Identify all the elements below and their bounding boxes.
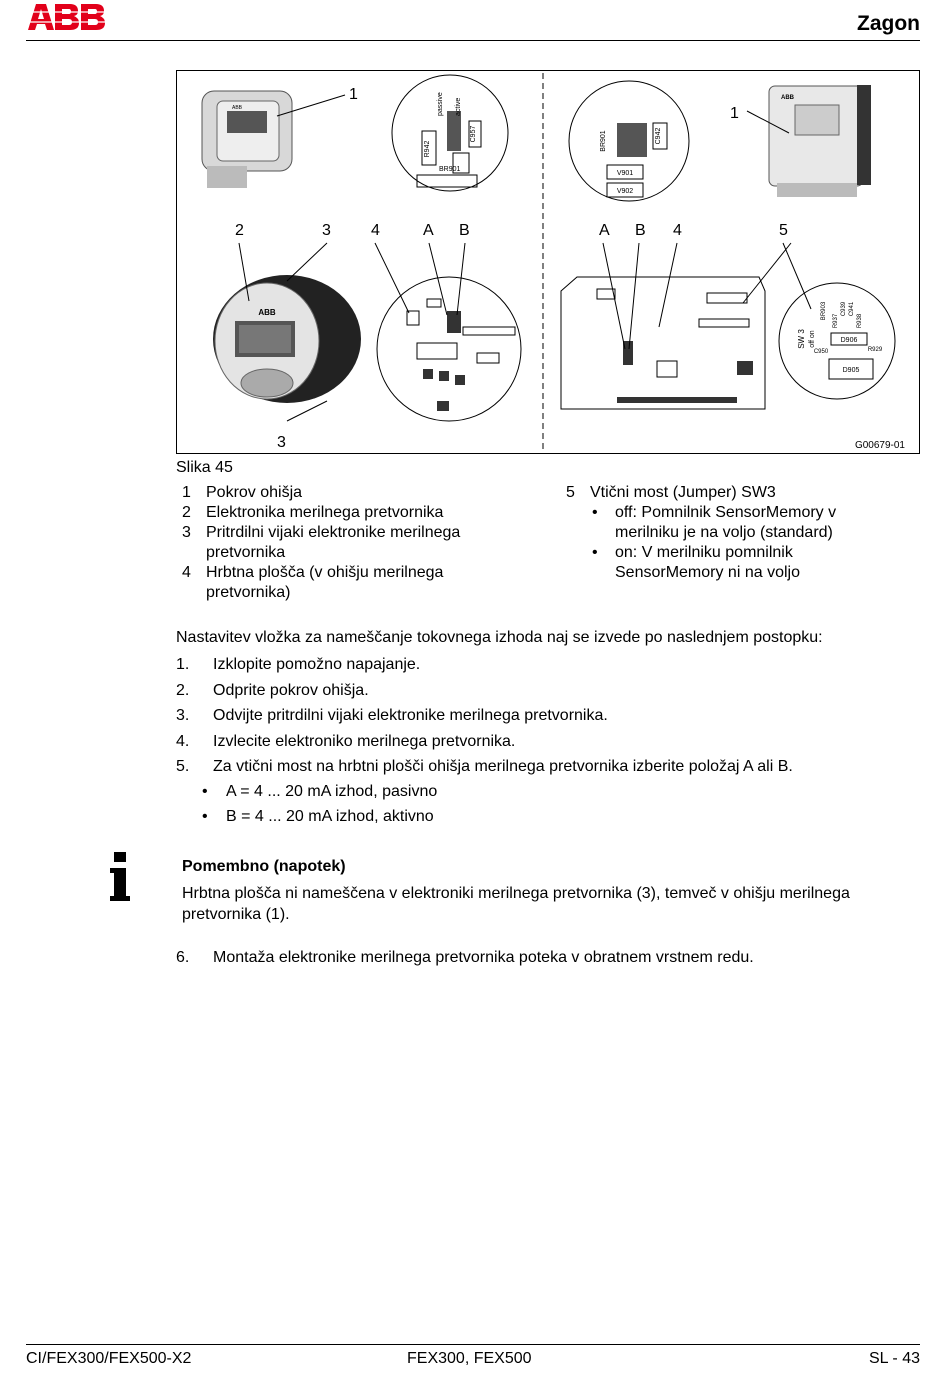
legend-right <box>560 483 900 583</box>
intro-paragraph: Nastavitev vložka za nameščanje tokovnega izhoda naj se izvede po naslednjem postopku: <box>176 629 823 646</box>
leader-line <box>375 243 409 313</box>
callout-left-3: 3 <box>322 222 331 239</box>
footer-left: CI/FEX300/FEX500-X2 <box>26 1350 192 1367</box>
callout-left-2: 2 <box>235 222 244 239</box>
footer-page-number: SL - 43 <box>869 1350 920 1367</box>
leader-line <box>287 401 327 421</box>
callout-right-1: 1 <box>730 105 739 122</box>
legend-item-cont: pretvornika) <box>206 584 291 601</box>
footer-rule <box>26 1344 920 1345</box>
legend-item-cont: pretvornika <box>206 544 286 561</box>
callout-right-B: B <box>635 222 646 239</box>
svg-text:C950: C950 <box>813 349 829 355</box>
step-item: 2. Odprite pokrov ohišja. <box>176 681 369 699</box>
option-item: • B = 4 ... 20 mA izhod, aktivno <box>202 808 434 825</box>
round-backplane <box>377 277 521 421</box>
callout-left-bottom-3: 3 <box>277 434 286 451</box>
legend-bullet: • off: Pomnilnik SensorMemory v <box>592 504 837 521</box>
svg-text:off on: off on <box>809 330 816 348</box>
svg-text:ABB: ABB <box>781 95 794 101</box>
figure-panel <box>176 70 920 454</box>
callout-left-A: A <box>423 222 434 239</box>
step-item: 5. Za vtični most na hrbtni plošči ohišja merilnega pretvornika izberite položaj A ali B. <box>176 758 793 775</box>
legend-bullet-cont: merilniku je na voljo (standard) <box>615 524 833 541</box>
zoom-circle-left <box>392 75 508 191</box>
housing-cover-image <box>202 91 292 188</box>
leader-line <box>287 243 327 281</box>
svg-text:D905: D905 <box>842 367 860 374</box>
svg-text:R937: R937 <box>833 313 839 329</box>
callout-left-1: 1 <box>349 86 358 103</box>
svg-text:V901: V901 <box>616 170 634 177</box>
callout-left-4: 4 <box>371 222 380 239</box>
legend-bullet-cont: SensorMemory ni na voljo <box>615 564 800 581</box>
svg-text:C942: C942 <box>655 127 662 145</box>
note-text: Hrbtna plošča ni nameščena v elektroniki merilnega pretvornika (3), temveč v ohišju merilnega pretvornika (1). <box>182 885 850 923</box>
legend-bullet: • on: V merilniku pomnilnik <box>592 544 793 561</box>
svg-text:passive: passive <box>437 92 444 116</box>
callout-right-4: 4 <box>673 222 682 239</box>
callout-left-B: B <box>459 222 470 239</box>
option-item: • A = 4 ... 20 mA izhod, pasivno <box>202 783 438 800</box>
svg-text:SW 3: SW 3 <box>797 329 806 349</box>
svg-text:ABB: ABB <box>26 2 29 3</box>
svg-text:R942: R942 <box>424 140 431 158</box>
figure-id: G00679-01 <box>854 440 905 451</box>
legend-item: 1 Pokrov ohišja <box>182 484 303 501</box>
svg-text:i: i <box>108 852 109 853</box>
svg-text:C941: C941 <box>849 301 855 317</box>
svg-text:R938: R938 <box>857 313 863 329</box>
legend-item: 3 Pritrdilni vijaki elektronike merilnega <box>182 524 461 541</box>
note-title: Pomembno (napotek) <box>182 858 346 875</box>
svg-text:ABB: ABB <box>258 308 276 317</box>
legend-item: 2 Elektronika merilnega pretvornika <box>182 504 444 521</box>
step-6 <box>176 945 916 971</box>
svg-text:R929: R929 <box>867 347 883 353</box>
info-icon <box>108 852 132 902</box>
figure-drawing <box>177 71 919 453</box>
legend-item: 4 Hrbtna plošča (v ohišju merilnega <box>182 564 444 581</box>
leader-line <box>743 243 791 303</box>
electronics-module-image <box>213 275 361 403</box>
step-item: 6. Montaža elektronike merilnega pretvornika poteka v obratnem vrstnem redu. <box>176 949 754 966</box>
svg-text:D906: D906 <box>840 337 858 344</box>
figure-caption: Slika 45 <box>176 459 233 476</box>
sw3-zoom-circle <box>779 283 895 399</box>
step-item: 3. Odvijte pritrdilni vijaki elektronike merilnega pretvornika. <box>176 707 608 724</box>
callout-right-A: A <box>599 222 610 239</box>
legend-item: 5 Vtični most (Jumper) SW3 <box>566 484 776 501</box>
svg-text:V902: V902 <box>616 188 634 195</box>
svg-text:C939: C939 <box>841 301 847 317</box>
header-rule <box>26 40 920 41</box>
svg-text:BR901: BR901 <box>600 130 607 152</box>
step-item: 4. Izvlecite elektroniko merilnega pretvornika. <box>176 732 516 750</box>
svg-text:C957: C957 <box>470 125 477 143</box>
abb-logo <box>26 2 106 32</box>
svg-text:ABB: ABB <box>231 105 243 111</box>
wall-housing-image <box>769 85 871 197</box>
step-item: 1. Izklopite pomožno napajanje. <box>176 656 421 673</box>
zoom-circle-right <box>569 81 689 201</box>
section-title: Zagon <box>857 12 920 35</box>
svg-text:BR903: BR903 <box>821 301 827 321</box>
callout-right-5: 5 <box>779 222 788 239</box>
legend-left <box>176 483 546 603</box>
steps-list <box>176 652 916 780</box>
svg-text:active: active <box>455 97 462 116</box>
rect-backplane <box>561 277 765 409</box>
options-list <box>200 779 437 829</box>
svg-text:BR901: BR901 <box>439 166 461 173</box>
footer-center: FEX300, FEX500 <box>407 1350 532 1367</box>
